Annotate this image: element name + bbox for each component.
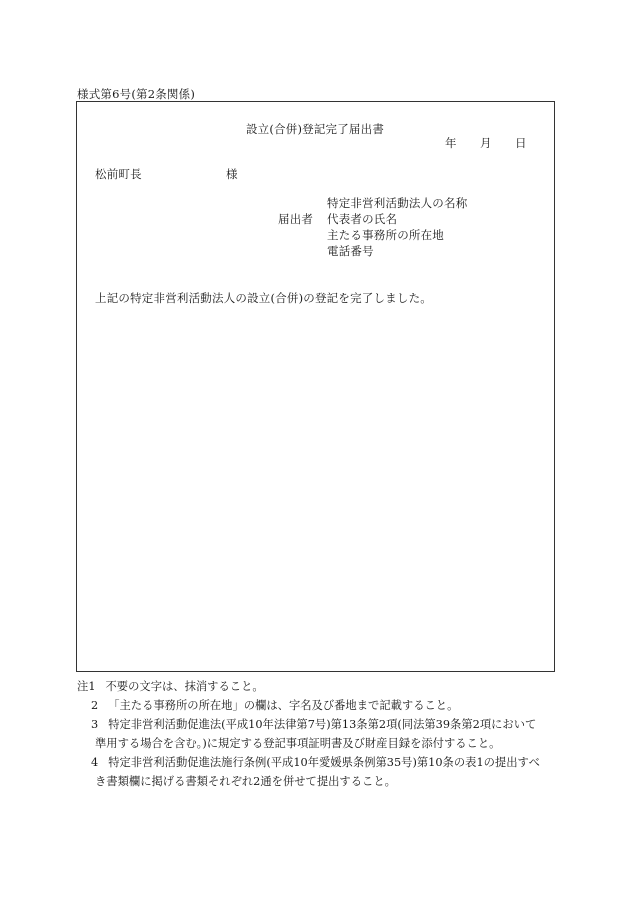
note-text: 不要の文字は、抹消すること。 bbox=[105, 680, 264, 693]
note-item bbox=[77, 715, 540, 734]
field-representative-name: 代表者の氏名 bbox=[327, 212, 398, 226]
date-month-label: 月 bbox=[480, 136, 492, 150]
document-title: 設立(合併)登記完了届出書 bbox=[245, 122, 385, 136]
form-frame bbox=[76, 101, 555, 672]
note-item bbox=[77, 696, 540, 715]
field-office-address: 主たる事務所の所在地 bbox=[327, 228, 444, 242]
note-continuation bbox=[77, 772, 540, 791]
note-number: 3 bbox=[91, 718, 99, 731]
note-item bbox=[77, 753, 540, 772]
filer-label: 届出者 bbox=[278, 212, 314, 226]
note-text: 特定非営利活動促進法施行条例(平成10年愛媛県条例第35号)第10条の表1の提出すべ bbox=[108, 756, 540, 769]
note-text: 「主たる事務所の所在地」の欄は、字名及び番地まで記載すること。 bbox=[108, 699, 459, 712]
note-number: 1 bbox=[88, 680, 96, 693]
note-number: 2 bbox=[91, 699, 99, 712]
note-text: 特定非営利活動促進法(平成10年法律第7号)第13条第2項(同法第39条第2項において bbox=[108, 718, 537, 731]
date-day-label: 日 bbox=[515, 136, 527, 150]
field-phone-number: 電話番号 bbox=[327, 244, 374, 258]
date-year-label: 年 bbox=[445, 136, 457, 150]
note-text: 準用する場合を含む。)に規定する登記事項証明書及び財産目録を添付すること。 bbox=[95, 737, 501, 750]
notes-section bbox=[77, 677, 540, 791]
field-corporation-name: 特定非営利活動法人の名称 bbox=[327, 196, 468, 210]
addressee-name: 松前町長 bbox=[95, 167, 142, 181]
note-continuation bbox=[77, 734, 540, 753]
note-number: 4 bbox=[91, 756, 99, 769]
note-item bbox=[77, 677, 540, 696]
form-number-label: 様式第6号(第2条関係) bbox=[77, 87, 196, 101]
note-text: き書類欄に掲げる書類それぞれ2通を併せて提出すること。 bbox=[95, 775, 396, 788]
addressee-honorific: 様 bbox=[226, 167, 238, 181]
declaration-text: 上記の特定非営利活動法人の設立(合併)の登記を完了しました。 bbox=[95, 291, 432, 305]
notes-prefix: 注 bbox=[77, 680, 89, 693]
